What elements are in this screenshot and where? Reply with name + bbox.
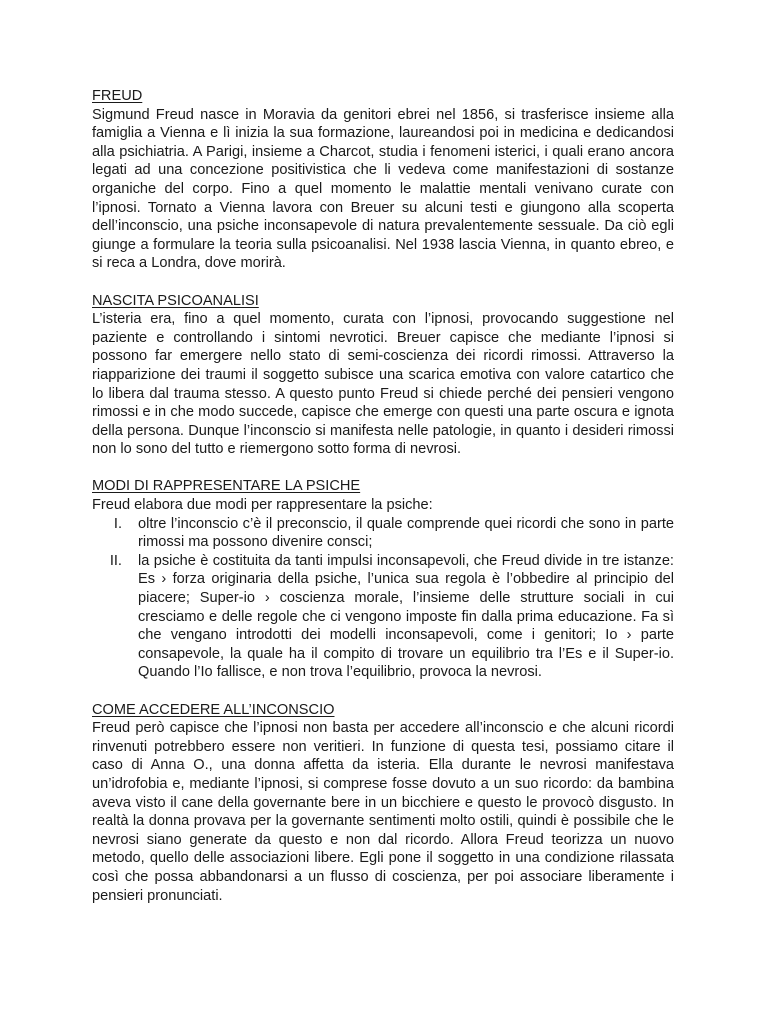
section-heading: NASCITA PSICOANALISI <box>92 292 259 309</box>
numbered-list <box>92 515 674 682</box>
section-paragraph: Freud però capisce che l’ipnosi non basta per accedere all’inconscio e che alcuni ricordi rinvenuti potrebbero essere non veritieri. In funzione di questa tesi, possiamo citare il caso di Anna O., una donna affetta da isteria. Ella durante le nevrosi manifestava un’idrofobia e, mediante l’ipnosi, si comprese fosse dovuto a un suo ricordo: da bambina aveva visto il cane della governante bere in un bicchiere e questo le provocò disgusto. In realtà la donna provava per la governante sentimenti molto ostili, quindi è possibile che le nevrosi siano generate da questo e non dal ricordo. Allora Freud teorizza un nuovo metodo, quello delle associazioni libere. Egli pone il soggetto in una condizione rilassata così che possa abbandonarsi a un flusso di coscienza, per poi associare liberamente i pensieri pronunciati. <box>92 720 674 904</box>
section-heading: FREUD <box>92 88 143 104</box>
section-nascita-psicoanalisi <box>92 292 674 459</box>
list-item <box>92 552 674 682</box>
section-intro: Freud elabora due modi per rappresentare la psiche: <box>92 497 433 514</box>
section-paragraph: Sigmund Freud nasce in Moravia da genitori ebrei nel 1856, si trasferisce insieme alla famiglia a Vienna e lì inizia la sua formazione, laureandosi poi in medicina e dedicandosi alla psichiatria. A Parigi, insieme a Charcot, studia i fenomeni isterici, i quali erano ancora legati ad una concezione positivistica che li vedeva come manifestazioni di sostanze organiche del corpo. Fino a quel momento le malattie mentali venivano curate con l’ipnosi. Tornato a Vienna lavora con Breuer su alcuni testi e giungono alla scoperta dell’inconscio, una psiche inconsapevole di natura prevalentemente sessuale. Da ciò egli giunge a formulare la teoria sulla psicoanalisi. Nel 1938 lascia Vienna, in quanto ebreo, e si reca a Londra, dove morirà. <box>92 106 674 272</box>
document-page <box>92 87 674 924</box>
section-accedere-inconscio <box>92 701 674 906</box>
section-freud <box>92 87 674 273</box>
list-item-number: I. <box>113 515 122 532</box>
list-item-text: la psiche è costituita da tanti impulsi inconsapevoli, che Freud divide in tre istanze: Es › forza originaria della psiche, l’unica sua regola è l’obbedire al principio del piacere; Super-io › coscienza morale, l’insieme delle strutture sociali in cui cresciamo e delle regole che ci vengono imposte fin dalla prima educazione. Fa sì che vengano introdotti dei modelli inconsapevoli, come i genitori; Io › parte consapevole, la quale ha il compito di trovare un equilibrio tra l’Es e il Super-io. Quando l’Io fallisce, e non trova l’equilibrio, provoca la nevrosi. <box>138 552 674 681</box>
section-paragraph: L’isteria era, fino a quel momento, curata con l’ipnosi, provocando suggestione nel paziente e controllando i sintomi nevrotici. Breuer capisce che mediante l’ipnosi si possono far emergere nello stato di semi-coscienza dei ricordi rimossi. Attraverso la riapparizione dei traumi il soggetto subisce una scarica emotiva con valore catartico che lo libera dal trauma stesso. A questo punto Freud si chiede perché dei pensieri vengono rimossi e in che modo succede, capisce che emerge con questi una parte oscura e ignota della persona. Dunque l’inconscio si manifesta nelle patologie, in quanto i desideri rimossi non lo sono del tutto e riemergono sotto forma di nevrosi. <box>92 311 674 458</box>
section-heading: COME ACCEDERE ALL’INCONSCIO <box>92 701 335 718</box>
list-item-text: oltre l’inconscio c’è il preconscio, il quale comprende quei ricordi che sono in parte rimossi ma possono divenire consci; <box>138 515 674 551</box>
section-modi-rappresentare <box>92 477 674 682</box>
list-item-number: II. <box>109 552 122 569</box>
section-heading: MODI DI RAPPRESENTARE LA PSICHE <box>92 478 361 495</box>
list-item <box>92 515 674 552</box>
